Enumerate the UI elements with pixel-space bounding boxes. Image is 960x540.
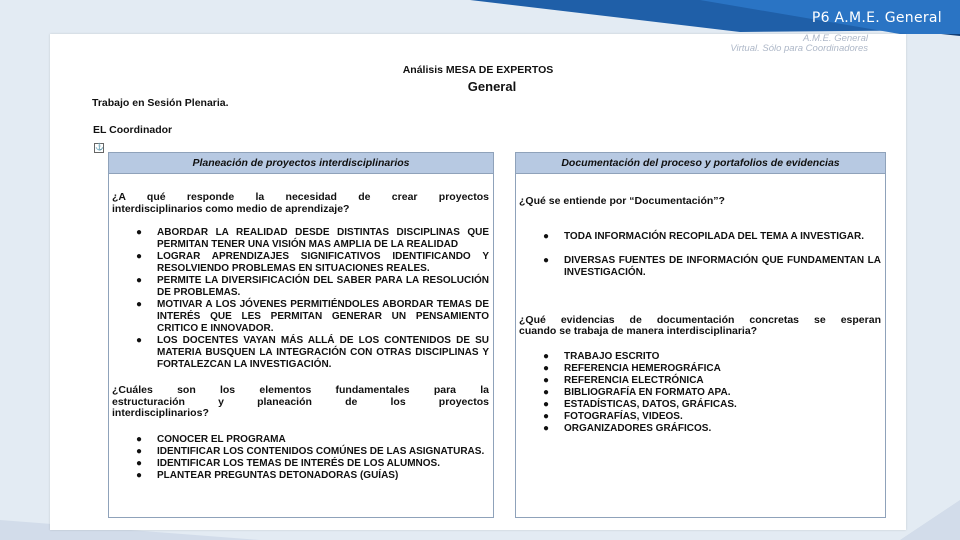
slide-title: P6 A.M.E. General xyxy=(811,10,942,26)
list-item: ● LOGRAR APRENDIZAJES SIGNIFICATIVOS IDENTIFICANDO Y RESOLVIENDO PROBLEMAS EN SITUACIONES REALES. xyxy=(136,251,489,274)
bullet-icon: ● xyxy=(136,275,143,286)
document-page xyxy=(50,34,906,530)
question-line: ¿Cuáles son los elementos fundamentales para la xyxy=(112,384,489,396)
question xyxy=(112,192,489,215)
anchor-icon: ⚓ xyxy=(95,144,104,151)
question xyxy=(519,315,881,338)
list-item: ● TODA INFORMACIÓN RECOPILADA DEL TEMA A INVESTIGAR. xyxy=(543,230,865,242)
watermark-line: Virtual. Sólo para Coordinadores xyxy=(730,43,868,54)
question-line: ¿A qué responde la necesidad de crear proyectos xyxy=(112,191,489,203)
list-item: ● PERMITE LA DIVERSIFICACIÓN DEL SABER PARA LA RESOLUCIÓN DE PROBLEMAS. xyxy=(136,275,489,298)
right-panel-header: Documentación del proceso y portafolios de evidencias xyxy=(516,153,885,174)
list-item: ● ORGANIZADORES GRÁFICOS. xyxy=(543,422,712,434)
list-item: ● CONOCER EL PROGRAMA xyxy=(136,433,286,445)
list-item: ● REFERENCIA ELECTRÓNICA xyxy=(543,374,704,386)
bullet-icon: ● xyxy=(136,457,143,469)
session-label: Trabajo en Sesión Plenaria. xyxy=(92,97,229,109)
list-item: ● MOTIVAR A LOS JÓVENES PERMITIÉNDOLES ABORDAR TEMAS DE INTERÉS QUE LES PERMITAN GENERAR UN PENSAMIENTO CRITICO E INNOVADOR. xyxy=(136,299,489,334)
question xyxy=(519,196,881,208)
list-item: ● PLANTEAR PREGUNTAS DETONADORAS (GUÍAS) xyxy=(136,469,399,481)
list-item: ● ABORDAR LA REALIDAD DESDE DISTINTAS DISCIPLINAS QUE PERMITAN TENER UNA VISIÓN MAS AMPLIA DE LA REALIDAD xyxy=(136,227,489,250)
list-item: ● IDENTIFICAR LOS CONTENIDOS COMÚNES DE LAS ASIGNATURAS. xyxy=(136,445,485,457)
bullet-icon: ● xyxy=(543,398,550,410)
bullet-icon: ● xyxy=(543,350,550,362)
bullet-icon: ● xyxy=(543,374,550,386)
watermark xyxy=(730,34,868,54)
question-line: interdisciplinarios? xyxy=(112,407,209,419)
bullet-icon: ● xyxy=(136,227,143,238)
left-panel xyxy=(108,152,494,518)
role-label: EL Coordinador xyxy=(93,124,173,136)
bullet-icon: ● xyxy=(543,362,550,374)
list-item: ● LOS DOCENTES VAYAN MÁS ALLÁ DE LOS CONTENIDOS DE SU MATERIA BUSQUEN LA INTEGRACIÓN CON OTRAS DISCIPLINAS Y FORTALEZCAN LA INVESTIGACIÓN. xyxy=(136,335,489,370)
list-item: ● IDENTIFICAR LOS TEMAS DE INTERÉS DE LOS ALUMNOS. xyxy=(136,457,440,469)
question-line: ¿Qué se entiende por “Documentación”? xyxy=(519,195,725,207)
document-title: Análisis MESA DE EXPERTOS xyxy=(402,64,554,76)
bullet-icon: ● xyxy=(136,469,143,481)
bullet-icon: ● xyxy=(543,254,550,266)
document-subtitle: General xyxy=(467,79,517,94)
list-item: ● DIVERSAS FUENTES DE INFORMACIÓN QUE FUNDAMENTAN LA INVESTIGACIÓN. xyxy=(543,254,881,278)
question xyxy=(112,385,489,420)
question-line: ¿Qué evidencias de documentación concretas se esperan xyxy=(519,313,881,326)
bullet-icon: ● xyxy=(543,230,550,242)
bullet-icon: ● xyxy=(136,445,143,457)
bullet-list xyxy=(519,351,881,435)
bullet-icon: ● xyxy=(136,251,143,262)
bullet-icon: ● xyxy=(136,433,143,445)
right-panel xyxy=(515,152,886,518)
bullet-list xyxy=(112,434,489,482)
bullet-list xyxy=(519,231,881,279)
left-panel-header: Planeación de proyectos interdisciplinarios xyxy=(109,153,493,174)
question-line: interdisciplinarios como medio de aprendizaje? xyxy=(112,202,350,215)
question-line: estructuración y planeación de los proyectos xyxy=(112,395,489,408)
question-line: cuando se trabaja de manera interdisciplinaria? xyxy=(519,325,758,337)
bullet-icon: ● xyxy=(543,386,550,398)
bullet-icon: ● xyxy=(136,299,143,310)
bullet-icon: ● xyxy=(136,335,143,346)
watermark-line: A.M.E. General xyxy=(803,33,868,44)
list-item: ● FOTOGRAFÍAS, VIDEOS. xyxy=(543,410,683,422)
list-item: ● ESTADÍSTICAS, DATOS, GRÁFICAS. xyxy=(543,398,737,410)
bullet-list xyxy=(112,227,489,371)
list-item: ● REFERENCIA HEMEROGRÁFICA xyxy=(543,362,721,374)
list-item: ● TRABAJO ESCRITO xyxy=(543,350,660,362)
bullet-icon: ● xyxy=(543,422,550,434)
list-item: ● BIBLIOGRAFÍA EN FORMATO APA. xyxy=(543,386,731,398)
bullet-icon: ● xyxy=(543,410,550,422)
